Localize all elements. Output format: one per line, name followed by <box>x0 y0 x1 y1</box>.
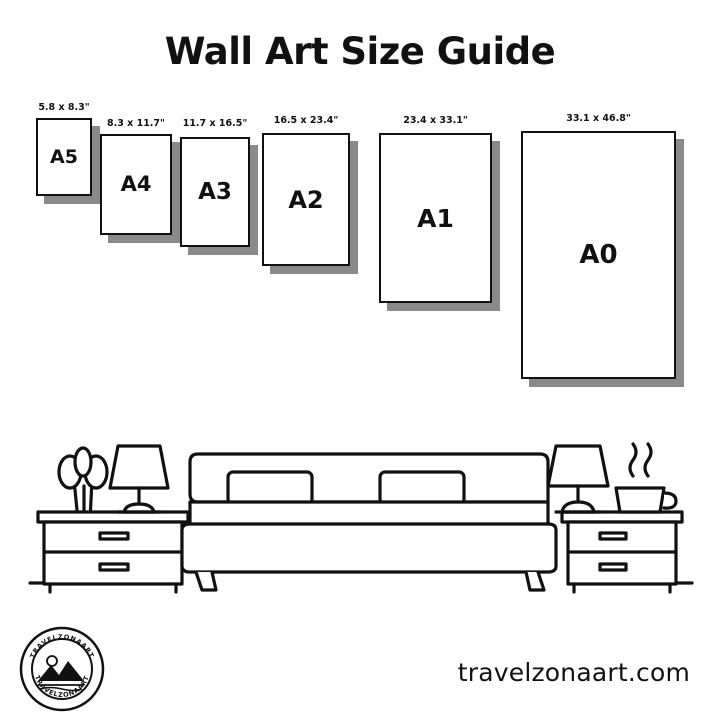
footer <box>0 600 720 720</box>
frame-a2 <box>262 115 350 266</box>
frame-a0-dimensions: 33.1 x 46.8" <box>566 113 631 124</box>
right-table-lamp <box>548 446 608 512</box>
frame-a3-dimensions: 11.7 x 16.5" <box>182 118 248 129</box>
bed <box>182 454 556 590</box>
coffee-cup <box>616 444 676 512</box>
left-nightstand <box>38 512 188 592</box>
svg-text:TRAVELZONAART: TRAVELZONAART <box>28 632 96 660</box>
frame-a4-box <box>100 134 172 235</box>
frame-a1 <box>379 115 492 303</box>
page-title: Wall Art Size Guide <box>164 30 556 73</box>
frame-a5 <box>36 102 92 196</box>
frame-a5-label: A5 <box>50 145 78 168</box>
frame-a2-dimensions: 16.5 x 23.4" <box>273 115 339 126</box>
right-nightstand <box>562 512 682 592</box>
frame-a0 <box>521 113 676 379</box>
bedroom-illustration <box>0 380 720 600</box>
frame-a3-box <box>180 137 250 247</box>
frame-a5-box <box>36 118 92 196</box>
frame-a4 <box>100 118 172 235</box>
website-url: travelzonaart.com <box>457 658 690 687</box>
svg-text:TRAVELZONAART: TRAVELZONAART <box>32 674 92 700</box>
frame-a0-box <box>521 131 676 379</box>
frame-a3-label: A3 <box>198 178 232 205</box>
frame-a5-dimensions: 5.8 x 8.3" <box>38 102 90 113</box>
frame-a2-label: A2 <box>288 185 324 214</box>
frame-a3 <box>180 118 250 247</box>
frame-a1-box <box>379 133 492 303</box>
frame-a0-label: A0 <box>579 240 618 270</box>
brand-logo <box>18 625 106 713</box>
frame-a2-box <box>262 133 350 266</box>
frame-a4-dimensions: 8.3 x 11.7" <box>107 118 165 129</box>
left-table-lamp <box>110 446 168 512</box>
frame-a1-label: A1 <box>417 203 454 233</box>
frame-a1-dimensions: 23.4 x 33.1" <box>403 115 468 126</box>
frame-a4-label: A4 <box>120 172 152 196</box>
